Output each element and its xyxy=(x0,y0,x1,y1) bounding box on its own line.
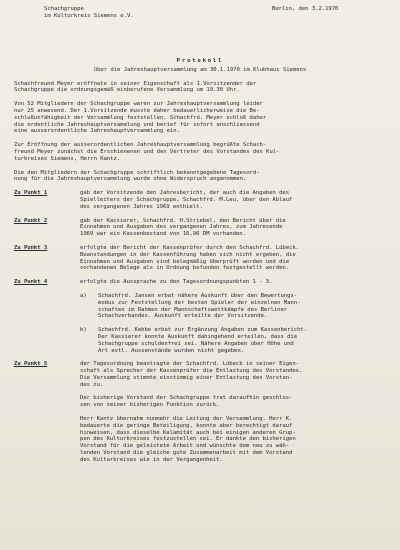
text-line: erfolgte der Bericht der Kassenprüfer durch den Schachfrd. Lübeck. xyxy=(80,244,299,251)
agenda-point-5 xyxy=(14,361,386,388)
paragraph-attendance xyxy=(14,101,386,135)
text-line: gab der Kassierer, Schachfrd. H.Striebel, den Bericht über die xyxy=(80,217,286,224)
text-line: erfolgte die Aussprache zu den Tagesordnungspunkten 1 - 3. xyxy=(80,279,273,286)
letterhead xyxy=(14,6,386,28)
text-line: Art evtl. Aussenstände wurden nicht gegeben. xyxy=(98,347,244,354)
text-line: Spielleiters der Schachgruppe, Schachfrd. M.Leu, über den Ablauf xyxy=(80,196,293,203)
agenda-point-label: Zu Punkt 4 xyxy=(14,279,48,286)
subpoint-marker: b) xyxy=(80,327,87,334)
text-line: gab der Vorsitzende den Jahresbericht, der auch die Angaben des xyxy=(80,190,290,197)
text-line: Die Versammlung stimmte einstimmig einer Entlastung des Vorstan- xyxy=(80,374,293,381)
agenda-point-label: Zu Punkt 3 xyxy=(14,244,48,251)
text-line: Vorstand für die geleistete Arbeit und wünschte dem neu zu wäh- xyxy=(80,443,290,450)
agenda-point-3 xyxy=(14,245,386,272)
subpoint-b xyxy=(80,327,386,354)
agenda-point-4 xyxy=(14,279,386,286)
text-line: schaft als Sprecher der Kassenprüfer die Entlastung des Vorstandes. xyxy=(80,368,303,375)
agenda-point-label: Zu Punkt 5 xyxy=(14,361,48,368)
agenda-point-1 xyxy=(14,190,386,210)
text-line: Die den Mitgliedern der Schachgruppe schriftlich bekanntgegebene Tagesord- xyxy=(14,169,260,176)
text-line: Schachgruppe schuldenfrei sei. Nähere Angaben über Höhe und xyxy=(98,340,294,347)
text-line: Der Kassierer konnte Auskunft dahingehend erteilen, dass die xyxy=(98,333,298,340)
subpoint-a xyxy=(80,293,386,320)
org-line-2: im Kulturkreis Siemens e.V. xyxy=(44,12,134,19)
agenda-points xyxy=(14,190,386,464)
agenda-point-text xyxy=(80,190,386,210)
text-line: pen des Kulturkreises festzustellen sei. Er dankte den bisherigen xyxy=(80,436,296,443)
agenda-point-2 xyxy=(14,218,386,238)
text-line: lenden Vorstand die gleiche gute Zusammenarbeit mit dem Vorstand xyxy=(80,450,293,457)
text-line: Schachfrd. Jansen erbat nähere Auskunft über den Bewertungs- xyxy=(98,292,298,299)
paragraph-kantz-takes-over xyxy=(80,416,386,464)
document-title: Protokoll xyxy=(176,58,224,64)
text-line: bedauerte die geringe Beteiligung, konnte aber berechtigt darauf xyxy=(80,422,293,429)
subpoint-marker: a) xyxy=(80,292,87,299)
agenda-point-text xyxy=(80,361,386,388)
text-line: modus zur Feststellung der besten Spieler der einzelnen Mann- xyxy=(98,299,301,306)
text-line: des vergangenen Jahres 1969 enthielt. xyxy=(80,203,203,210)
text-line: 1969 war ein Kassenbestand von 16,96 DM vorhanden. xyxy=(80,231,246,238)
text-line: nur 25 anwesend. Der 1.Vorsitzende musste daher bedauerlicherweise die Be- xyxy=(14,107,260,114)
subpoint-text xyxy=(98,293,386,320)
text-line: Zur Eröffnung der ausserordentlichen Jahreshauptversammlung begrüßte Schach- xyxy=(14,142,267,149)
text-line: Schachgruppe die ordnungsgemäß einberufene Versammlung um 19.30 Uhr. xyxy=(14,87,240,94)
agenda-point-label: Zu Punkt 1 xyxy=(14,190,48,197)
organization-block xyxy=(44,6,134,20)
text-line: freund Meyer zunächst die Erschienenen und den Vertreter des Vorstandes des Kul- xyxy=(14,148,280,155)
date-line: Berlin, den 3.2.1970 xyxy=(272,6,339,12)
text-line: Der bisherige Vorstand der Schachgruppe trat daraufhin geschlos- xyxy=(80,395,293,402)
text-line: turkreises Siemens, Herrn Kantz. xyxy=(14,155,121,162)
text-line: Herr Kantz übernahm nunmehr die Leitung der Versammlung. Herr K. xyxy=(80,416,293,423)
org-line-1: Schachgruppe xyxy=(44,6,84,12)
paragraph-agenda xyxy=(14,170,386,184)
paragraph-board-resigns xyxy=(80,395,386,409)
paragraph-opening xyxy=(14,81,386,95)
text-line: Beanstandungen in der Kassenführung haben sich nicht ergeben, die xyxy=(80,251,296,258)
agenda-point-text xyxy=(80,218,386,238)
agenda-point-text xyxy=(80,279,386,286)
text-line: schaften im Rahmen der Mannschaftswettkämpfe des Berliner xyxy=(98,306,288,313)
paragraph-extraordinary-opening xyxy=(14,142,386,162)
text-line: des zu. xyxy=(80,381,104,388)
text-line: des Kulturkreises wie in der Vergangenheit. xyxy=(80,456,223,463)
text-line: eine ausserordentliche Jahreshauptversammlung ein. xyxy=(14,128,180,135)
text-line: nung für die Jahreshauptversammlung wurde ohne Widerspruch angenommen. xyxy=(14,176,247,183)
document-subtitle: über die Jahreshauptversammlung am 30.1.1970 im Klubhaus Siemens xyxy=(93,66,307,73)
text-line: Schachfrd. Kebbe erbat zur Ergänzung Angaben zum Kassenbericht. xyxy=(98,327,308,334)
text-line: Schachverbandes. Auskunft erteilte der Vorsitzende. xyxy=(98,313,268,320)
agenda-point-label: Zu Punkt 2 xyxy=(14,217,48,224)
text-line: Einnahmen und Ausgaben des vergangenen Jahres, zum Jahresende xyxy=(80,224,283,231)
text-line: Von 52 Mitgliedern der Schachgruppe waren zur Jahreshauptversammlung leider xyxy=(14,101,263,108)
subpoint-text xyxy=(98,327,386,354)
text-line: Schachfreund Meyer eröffnete in seiner Eigenschaft als 1.Vorsitzender der xyxy=(14,80,257,87)
text-line: die ordentliche Jahreshauptversammlung und berief für sofort anschliessend xyxy=(14,121,260,128)
text-line: vorhandenen Belege als in Ordnung befunden festgestellt worden. xyxy=(80,265,290,272)
text-line: der Tagesordnung beantragte der Schachfrd. Lübeck in seiner Eigen- xyxy=(80,361,299,368)
text-line: sen von seiner bisherigen Funktion zurück. xyxy=(80,402,220,409)
text-line: Einnahmen und Ausgaben sind belegmäßig überprüft worden und die xyxy=(80,258,290,265)
text-line: hinweisen, dass dieselbe Kalamität auch bei einigen anderen Grup- xyxy=(80,429,296,436)
text-line: schlußunfähigkeit der Versammlung feststellen. Schachfrd. Meyer schloß daher xyxy=(14,114,267,121)
agenda-point-text xyxy=(80,245,386,272)
